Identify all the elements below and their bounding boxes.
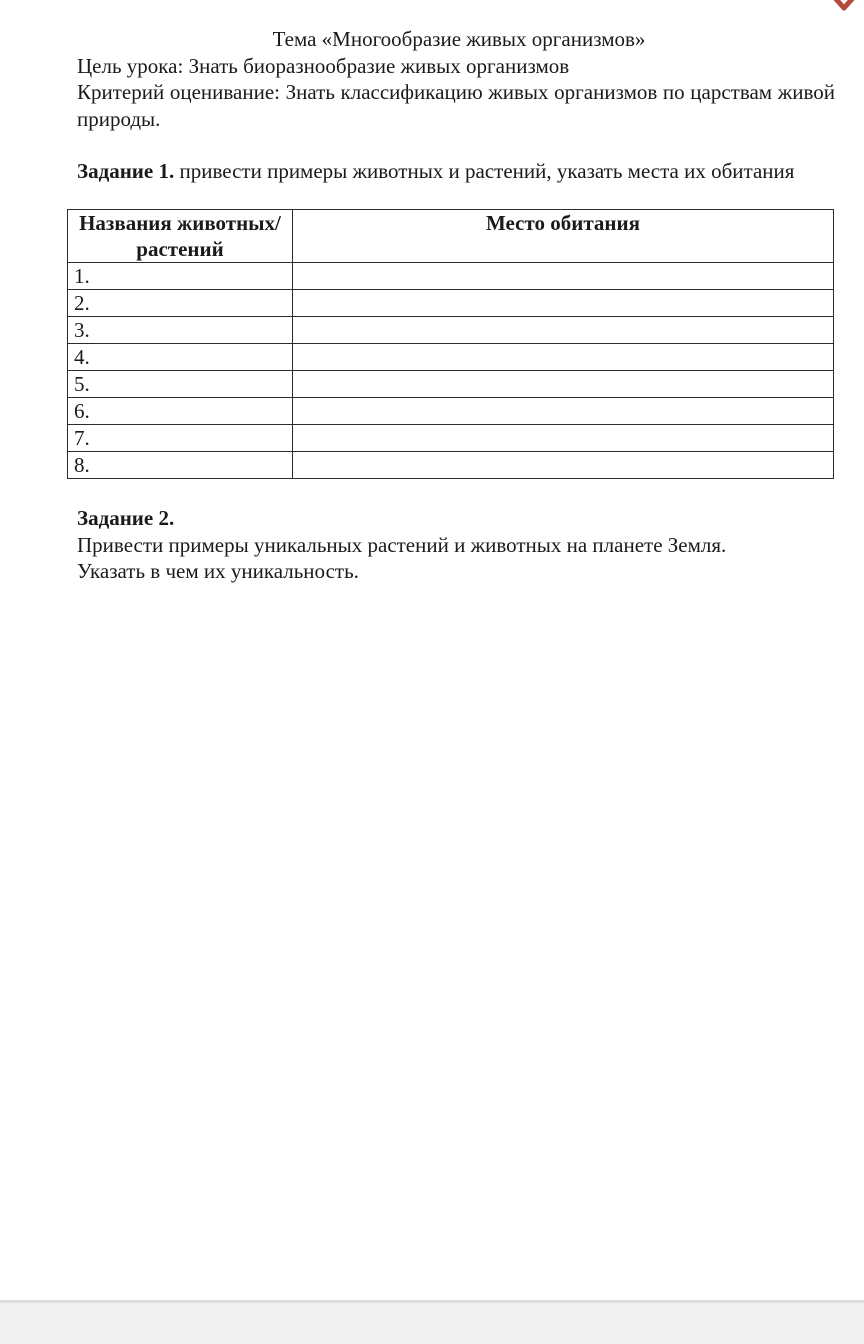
row-number: 7. bbox=[68, 425, 293, 452]
header-names: Названия животных/растений bbox=[68, 210, 293, 263]
table-row bbox=[68, 263, 834, 290]
document-body bbox=[77, 26, 835, 185]
close-icon[interactable] bbox=[818, 0, 864, 18]
habitat-cell bbox=[293, 344, 834, 371]
habitat-cell bbox=[293, 398, 834, 425]
task1-heading bbox=[77, 158, 835, 185]
habitat-cell bbox=[293, 263, 834, 290]
task1-label: Задание 1. bbox=[77, 159, 175, 183]
habitat-cell bbox=[293, 317, 834, 344]
table-row bbox=[68, 290, 834, 317]
task2-section bbox=[77, 505, 835, 585]
table-header-row bbox=[68, 210, 834, 263]
row-number: 5. bbox=[68, 371, 293, 398]
task2-label: Задание 2. bbox=[77, 506, 175, 530]
habitat-cell bbox=[293, 425, 834, 452]
task2-line2: Указать в чем их уникальность. bbox=[77, 559, 359, 583]
habitat-cell bbox=[293, 371, 834, 398]
task2-line1: Привести примеры уникальных растений и животных на планете Земля. bbox=[77, 532, 727, 557]
row-number: 6. bbox=[68, 398, 293, 425]
table-row bbox=[68, 371, 834, 398]
table-row bbox=[68, 425, 834, 452]
table-row bbox=[68, 452, 834, 479]
habitat-table bbox=[67, 209, 834, 479]
row-number: 1. bbox=[68, 263, 293, 290]
habitat-cell bbox=[293, 452, 834, 479]
row-number: 2. bbox=[68, 290, 293, 317]
document-title: Тема «Многообразие живых организмов» bbox=[272, 27, 646, 51]
task2-heading bbox=[77, 505, 835, 532]
header-habitat: Место обитания bbox=[293, 210, 834, 263]
row-number: 4. bbox=[68, 344, 293, 371]
assessment-criterion: Критерий оценивание: Знать классификацию живых организмов по царствам живой природы. bbox=[77, 80, 835, 131]
bottom-bar bbox=[0, 1300, 864, 1344]
row-number: 3. bbox=[68, 317, 293, 344]
lesson-goal: Цель урока: Знать биоразнообразие живых организмов bbox=[77, 53, 570, 78]
row-number: 8. bbox=[68, 452, 293, 479]
table-row bbox=[68, 317, 834, 344]
task1-text: привести примеры животных и растений, указать места их обитания bbox=[174, 159, 795, 183]
habitat-cell bbox=[293, 290, 834, 317]
table-row bbox=[68, 344, 834, 371]
table-row bbox=[68, 398, 834, 425]
